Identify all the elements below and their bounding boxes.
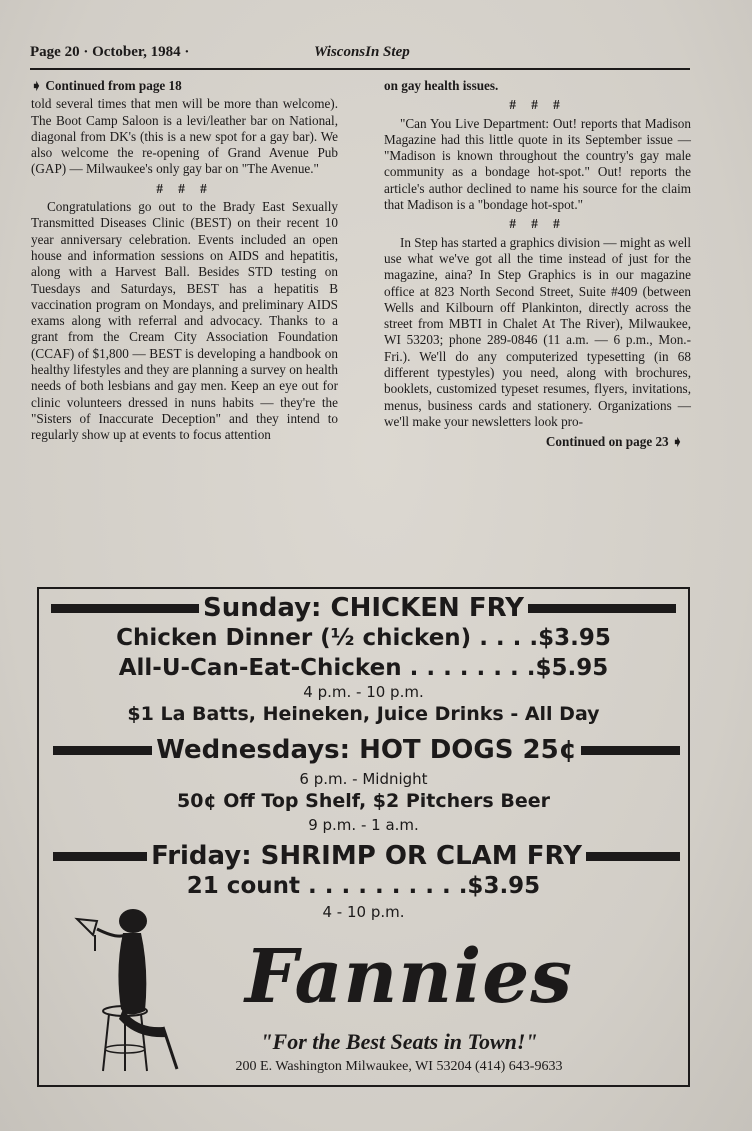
article-paragraph: on gay health issues. [384,78,499,93]
header-rule [30,68,690,70]
page-info: Page 20 · October, 1984 · [30,44,190,60]
wednesday-heading [39,735,688,765]
sunday-title: Sunday: CHICKEN FRY [203,593,525,623]
decorative-bar [528,604,676,613]
wednesday-title: Wednesdays: HOT DOGS 25¢ [156,735,577,765]
friday-title: Friday: SHRIMP OR CLAM FRY [151,841,582,871]
tagline: "For the Best Seats in Town!" [260,1029,538,1054]
article-paragraph: In Step has started a graphics division — might as well use what we've got all the time instead of just for the magazine, aina? In Step Graphics is in our magazine office at 823 North Second Street, Suite #409 (between Wells and Kilbourn off Plankinton, directly across the street from MBTI in Chalet At The River), Milwaukee, WI 53203; phone 289-0846 (11 a.m. — 6 p.m., Mon.-Fri.). We'll do any computerized typesetting (in 68 different typestyles) you need, along with brochures, booklets, customized typeset resumes, flyers, invitations, menus, business cards and stationery. Organizations — we'll make your newsletters look pro- [384,234,691,429]
page-header [30,44,690,66]
continued-on: Continued on page 23 ➧ [545,434,683,450]
sunday-item-1: Chicken Dinner (½ chicken) . . . .$3.95 [116,625,611,651]
decorative-bar [53,746,152,755]
friday-time: 4 - 10 p.m. [322,903,405,921]
wednesday-drinks: 50¢ Off Top Shelf, $2 Pitchers Beer [177,790,550,812]
decorative-bar [51,604,199,613]
continued-from: ➧ Continued from page 18 [31,78,182,93]
section-separator: # # # [509,97,566,113]
article-paragraph: Congratulations go out to the Brady East Sexually Transmitted Diseases Clinic (BEST) on their recent 10 year anniversary celebration. Events included an open house and information sessions on AIDS and hepatitis, along with a Harvest Ball. Besides STD testing on Tuesdays and Saturdays, BEST has a hepatitis B vaccination program on Mondays, and preliminary AIDS exams along with referral and advocacy. Thanks to a grant from the Cream City Association Foundation (CCAF) of $1,800 — BEST is developing a handbook on healthy lifestyles and they are planning a survey on health needs of both lesbians and gay men. Keep an eye out for clinic volunteers dressed in nuns habits — they're the "Sisters of Inaccurate Deception" and they intend to regularly show up at events to focus attention [31,199,338,443]
decorative-bar [53,852,147,861]
address: 200 E. Washington Milwaukee, WI 53204 (414) 643-9633 [235,1059,563,1074]
sunday-item-2: All-U-Can-Eat-Chicken . . . . . . . .$5.95 [118,655,609,681]
fannies-advertisement [37,587,690,1087]
decorative-bar [581,746,680,755]
wednesday-time: 6 p.m. - Midnight [299,770,428,788]
section-separator: # # # [156,180,213,196]
woman-on-stool-illustration [67,899,207,1074]
article-paragraph: "Can You Live Department: Out! reports that Madison Magazine had this little quote in its September issue — "Madison is known throughout the country's gay male community as a bondage hot-spot." Out! reports the article's author declined to name his source for the claim that Madison is a "bondage hot-spot." [384,115,691,213]
section-separator: # # # [509,216,566,232]
article-paragraph: told several times that men will be more than welcome). The Boot Camp Saloon is a levi/leather bar on National, diagonal from DK's (this is a new spot for a gay bar). We also welcome the re-opening of Grand Avenue Pub (GAP) — Milwaukee's only gay bar on "The Avenue." [31,96,338,177]
friday-heading [39,841,688,871]
left-column [31,78,338,444]
sunday-time: 4 p.m. - 10 p.m. [303,683,424,701]
decorative-bar [586,852,680,861]
publication-name: WisconsIn Step [314,44,410,60]
sunday-drinks: $1 La Batts, Heineken, Juice Drinks - All Day [127,703,600,725]
friday-item: 21 count . . . . . . . . . .$3.95 [186,873,541,899]
sunday-heading [39,593,688,623]
right-column [384,78,691,451]
fannies-logo: Fannies [245,934,573,1020]
wednesday-drinks-time: 9 p.m. - 1 a.m. [308,816,419,834]
